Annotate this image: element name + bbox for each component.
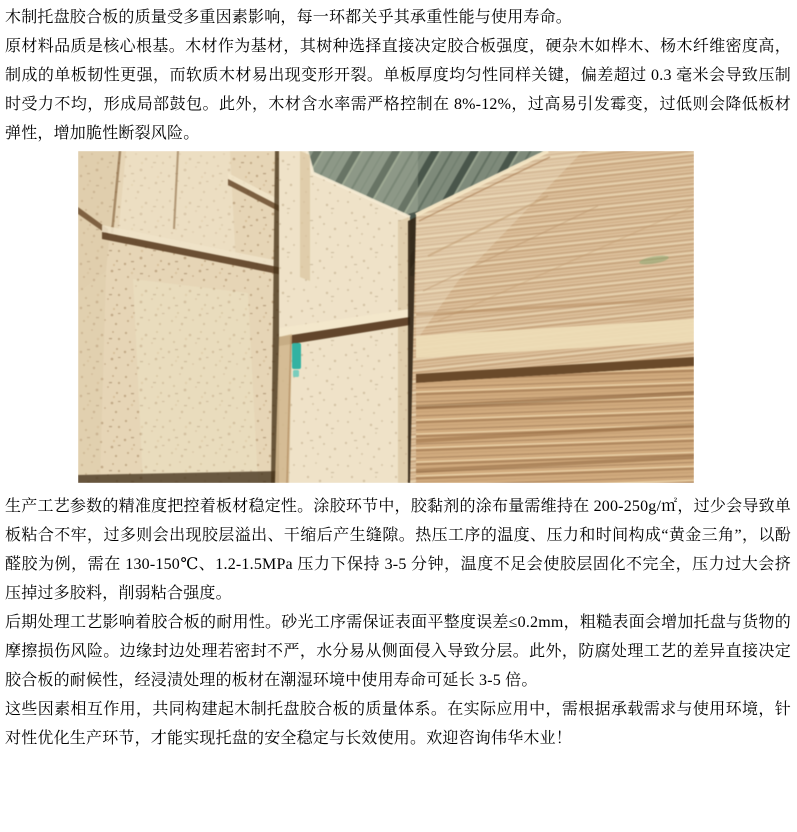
paragraph-2: 原材料品质是核心根基。木材作为基材，其树种选择直接决定胶合板强度，硬杂木如桦木、杨木纤维密度高，制成的单板韧性更强，而软质木材易出现变形开裂。单板厚度均匀性同样关键，偏差超过 0.3 毫米会导致压制时受力不均，形成局部鼓包。此外，木材含水率需严格控制在 8%-12%，过高易引发霉变，过低则会降低板材弹性，增加脆性断裂风险。 [5,38,791,142]
plywood-stack-right [410,151,694,483]
paragraph-3: 生产工艺参数的精准度把控着板材稳定性。涂胶环节中，胶黏剂的涂布量需维持在 200-250g/㎡，过少会导致单板粘合不牢，过多则会出现胶层溢出、干缩后产生缝隙。热压工序的温度、压力和时间构成“黄金三角”，以酚醛胶为例，需在 130-150℃、1.2-1.5MPa 压力下保持 3-5 分钟，温度不足会使胶层固化不完全，压力过大会挤压掉过多胶料，削弱粘合强度。 [5,498,791,602]
plywood-stacks-photo [78,151,694,483]
paragraph-5: 这些因素相互作用，共同构建起木制托盘胶合板的质量体系。在实际应用中，需根据承载需求与使用环境，针对性优化生产环节，才能实现托盘的安全稳定与长效使用。欢迎咨询伟华木业！ [5,701,791,747]
paragraph-1: 木制托盘胶合板的质量受多重因素影响，每一环都关乎其承重性能与使用寿命。 [5,9,573,26]
paragraph-4: 后期处理工艺影响着胶合板的耐用性。砂光工序需保证表面平整度误差≤0.2mm，粗糙表面会增加托盘与货物的摩擦损伤风险。边缘封边处理若密封不严，水分易从侧面侵入导致分层。此外，防腐处理工艺的差异直接决定胶合板的耐候性，经浸渍处理的板材在潮湿环境中使用寿命可延长 3-5 倍。 [5,614,791,689]
plywood-warehouse-illustration [78,151,694,483]
